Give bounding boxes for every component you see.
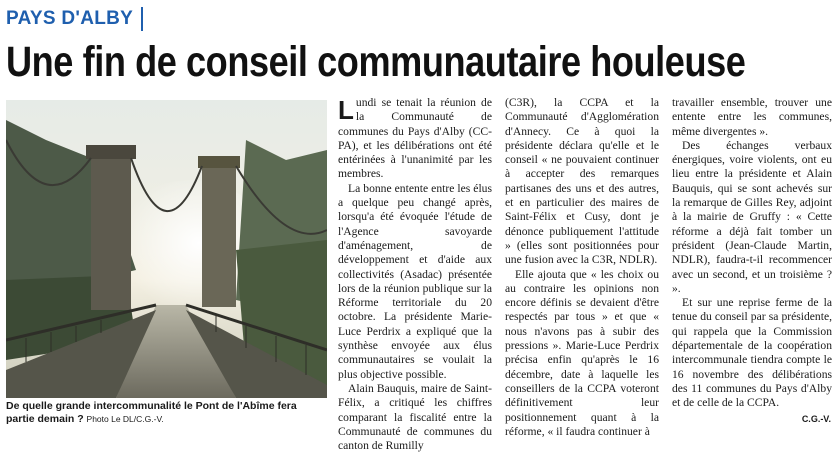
article-column-1 xyxy=(338,96,492,453)
paragraph: La bonne entente entre les élus a quelque peu changé après, lorsqu'a été évoquée l'étude de l'Agence savoyarde d'aménagement, de développement et d'aide aux collectivités (Asadac) présentée lors de la réunion publique sur la Réforme territoriale du 20 octobre. La présidente Marie-Luce Perdrix a expliqué que la synthèse envoyée aux élus communautaires se voulait la plus objective possible. xyxy=(338,181,492,381)
article-column-2 xyxy=(505,96,659,439)
paragraph: travailler ensemble, trouver une entente entre les communes, même divergentes ». xyxy=(672,96,832,138)
section-rubric xyxy=(6,6,143,32)
paragraph: Lundi se tenait la réunion de la Communauté de communes du Pays d'Alby (CC-PA), et les délibérations ont été entérinées à l'unanimité par les membres. xyxy=(338,95,492,181)
paragraph: Alain Bauquis, maire de Saint-Félix, a critiqué les chiffres comparant la fiscalité entre la Communauté de communes du canton de Rumilly xyxy=(338,381,492,453)
article-photo xyxy=(6,100,327,398)
paragraph: Elle ajouta que « les choix ou au contraire les opinions non encore définis se devaient d'être respectés par tous » et que « nous n'avons pas à subir des pressions ». Marie-Luce Perdrix précisa enfin qu'après le 16 décembre, date à laquelle les conseillers de la CCPA voteront définitivement leur positionnement quant à la réforme, « il faudra continuer à xyxy=(505,267,659,438)
rubric-label: PAYS D'ALBY xyxy=(6,8,134,29)
headline: Une fin de conseil communautaire houleuse xyxy=(6,38,746,86)
bridge-photo-illustration xyxy=(6,100,327,398)
caption-text: De quelle grande intercommunalité le Pont de l'Abîme fera partie demain ? xyxy=(6,400,297,425)
photo-caption xyxy=(6,400,327,426)
paragraph: (C3R), la CCPA et la Communauté d'Agglomération d'Annecy. Ce à quoi la présidente déclara qu'elle et le conseil « ne pouvaient continuer à accepter des remarques partisanes des uns et des autres, et en particulier des maires de Saint-Félix et Cusy, dont je dénonce publiquement l'attitude » (elles sont positionnées pour une fusion avec la C3R, NDLR). xyxy=(505,96,659,267)
author-signature: C.G.-V. xyxy=(801,414,831,424)
paragraph: Et sur une reprise ferme de la tenue du conseil par sa présidente, qui rappela que la Commission départementale de la coopération intercommunale tiendra compte le 16 novembre des délibérations des 11 communes du Pays d'Alby et de celle de la CCPA. xyxy=(672,296,832,410)
dropcap: L xyxy=(338,95,354,125)
rubric-divider xyxy=(141,7,143,31)
paragraph: Des échanges verbaux énergiques, voire violents, ont eu lieu entre la présidente et Alain Bauquis, qui se sont achevés sur la remarque de Gilles Rey, adjoint à la mairie de Gruffy : « Cette réforme a déjà fait tomber un président (Jean-Claude Martin, NDLR), faudra-t-il recommencer avec un second, et un troisième ? ». xyxy=(672,138,832,295)
photo-credit: Photo Le DL/C.G.-V. xyxy=(86,414,164,424)
article-column-3 xyxy=(672,96,832,411)
